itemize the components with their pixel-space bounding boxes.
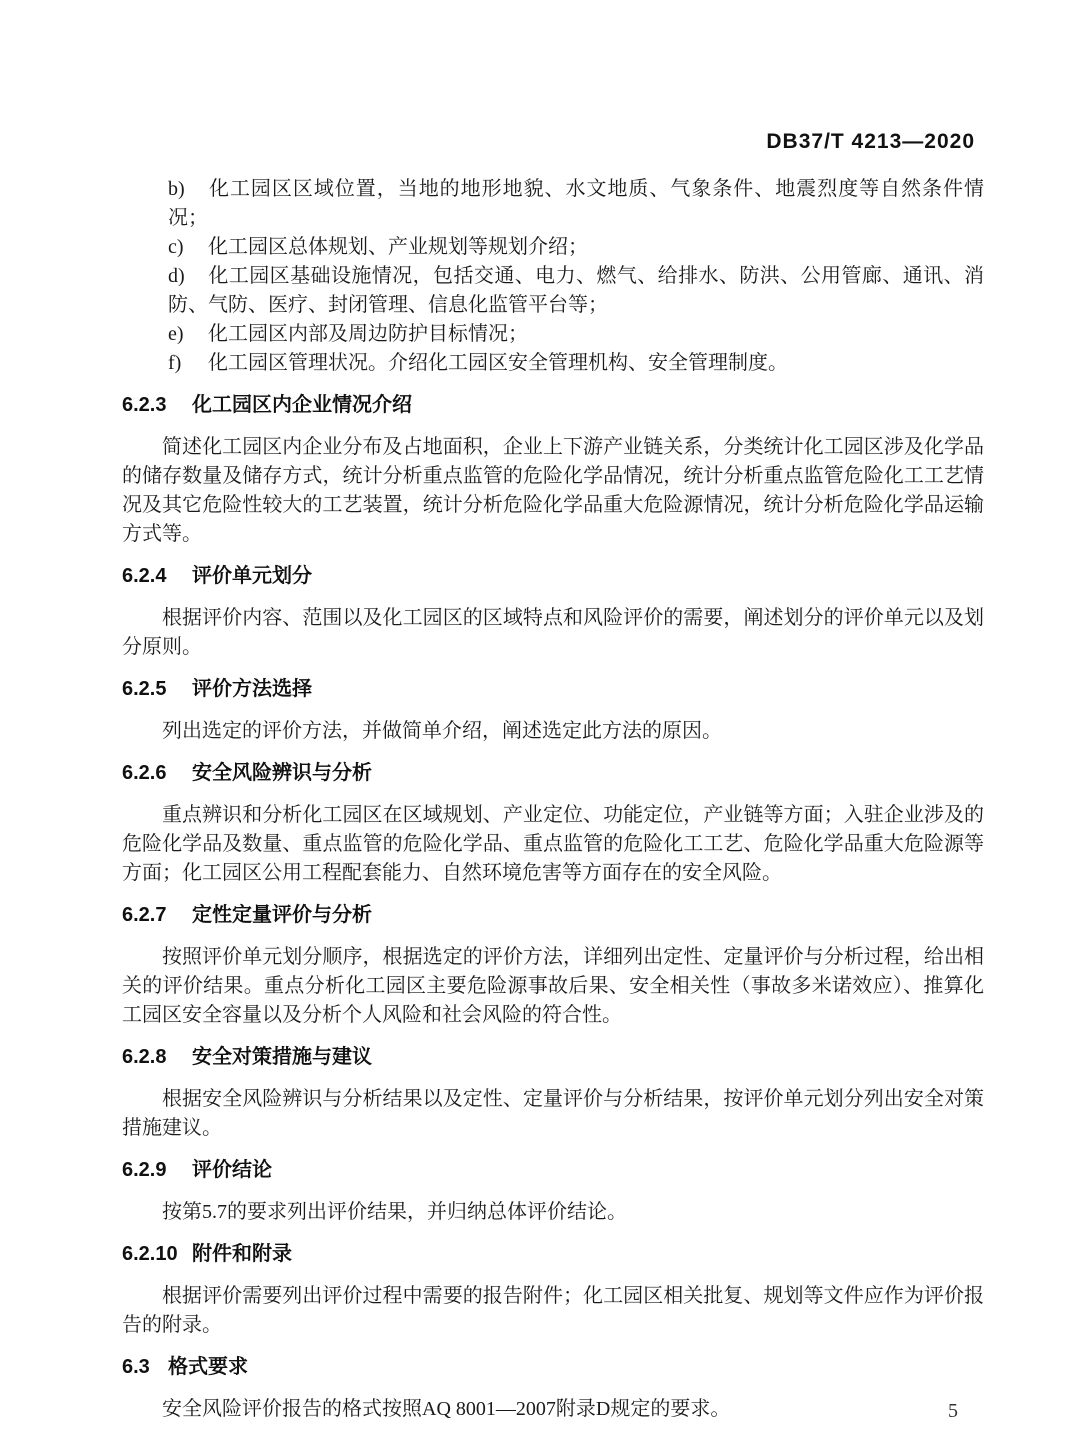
section-heading	[122, 1240, 984, 1269]
section-title: 安全对策措施与建议	[192, 1046, 372, 1068]
section-6-2-6	[122, 759, 984, 888]
section-paragraph: 安全风险评价报告的格式按照AQ 8001—2007附录D规定的要求。	[162, 1398, 731, 1420]
section-title: 化工园区内企业情况介绍	[192, 394, 412, 416]
section-heading	[122, 1156, 984, 1185]
section-6-2-10	[122, 1240, 984, 1340]
section-6-2-8	[122, 1043, 984, 1143]
list-item-label: c)	[168, 236, 184, 258]
section-paragraph: 按第5.7的要求列出评价结果，并归纳总体评价结论。	[162, 1201, 627, 1223]
section-heading	[122, 1043, 984, 1072]
list-item-text: 化工园区基础设施情况，包括交通、电力、燃气、给排水、防洪、公用管廊、通讯、消防、气防、医疗、封闭管理、信息化监管平台等；	[168, 265, 984, 316]
section-number: 6.3	[122, 1356, 150, 1378]
list-item-label: e)	[168, 323, 184, 345]
section-title: 评价方法选择	[192, 678, 312, 700]
document-code-header: DB37/T 4213—2020	[766, 130, 975, 153]
section-heading	[122, 391, 984, 420]
section-6-2-9	[122, 1156, 984, 1227]
section-6-2-7	[122, 901, 984, 1030]
list-item-label: f)	[168, 352, 182, 374]
alpha-list	[122, 175, 984, 378]
list-item	[168, 262, 984, 320]
section-title: 评价单元划分	[192, 565, 312, 587]
section-title: 安全风险辨识与分析	[192, 762, 372, 784]
section-number: 6.2.4	[122, 565, 167, 587]
section-number: 6.2.8	[122, 1046, 167, 1068]
section-number: 6.2.5	[122, 678, 167, 700]
section-paragraph: 重点辨识和分析化工园区在区域规划、产业定位、功能定位，产业链等方面；入驻企业涉及的危险化学品及数量、重点监管的危险化学品、重点监管的危险化工工艺、危险化学品重大危险源等方面；化工园区公用工程配套能力、自然环境危害等方面存在的安全风险。	[122, 804, 984, 884]
list-item-label: d)	[168, 265, 185, 287]
list-item	[168, 175, 984, 233]
list-item	[168, 233, 984, 262]
section-title: 格式要求	[168, 1356, 248, 1378]
section-number: 6.2.7	[122, 904, 167, 926]
section-6-3	[122, 1353, 984, 1424]
list-item-text: 化工园区内部及周边防护目标情况；	[208, 323, 528, 345]
section-number: 6.2.9	[122, 1159, 167, 1181]
list-item-label: b)	[168, 178, 185, 200]
section-6-2-3	[122, 391, 984, 549]
section-paragraph: 列出选定的评价方法，并做简单介绍，阐述选定此方法的原因。	[162, 720, 722, 742]
section-title: 评价结论	[192, 1159, 272, 1181]
page-number: 5	[948, 1400, 958, 1422]
section-6-2-4	[122, 562, 984, 662]
section-paragraph: 根据安全风险辨识与分析结果以及定性、定量评价与分析结果，按评价单元划分列出安全对策措施建议。	[122, 1088, 984, 1139]
section-heading	[122, 1353, 984, 1382]
list-item-text: 化工园区区域位置，当地的地形地貌、水文地质、气象条件、地震烈度等自然条件情况；	[168, 178, 984, 229]
section-heading	[122, 562, 984, 591]
list-item	[168, 320, 984, 349]
section-number: 6.2.10	[122, 1243, 178, 1265]
section-6-2-5	[122, 675, 984, 746]
section-paragraph: 根据评价内容、范围以及化工园区的区域特点和风险评价的需要，阐述划分的评价单元以及划分原则。	[122, 607, 984, 658]
list-item-text: 化工园区总体规划、产业规划等规划介绍；	[208, 236, 588, 258]
section-title: 附件和附录	[192, 1243, 292, 1265]
section-heading	[122, 675, 984, 704]
section-paragraph: 按照评价单元划分顺序，根据选定的评价方法，详细列出定性、定量评价与分析过程，给出相关的评价结果。重点分析化工园区主要危险源事故后果、安全相关性（事故多米诺效应）、推算化工园区安全容量以及分析个人风险和社会风险的符合性。	[122, 946, 984, 1026]
section-heading	[122, 759, 984, 788]
section-title: 定性定量评价与分析	[192, 904, 372, 926]
list-item	[168, 349, 984, 378]
section-paragraph: 简述化工园区内企业分布及占地面积，企业上下游产业链关系，分类统计化工园区涉及化学品的储存数量及储存方式，统计分析重点监管的危险化学品情况，统计分析重点监管危险化工工艺情况及其它危险性较大的工艺装置，统计分析危险化学品重大危险源情况，统计分析危险化学品运输方式等。	[122, 436, 984, 545]
section-number: 6.2.6	[122, 762, 167, 784]
section-paragraph: 根据评价需要列出评价过程中需要的报告附件；化工园区相关批复、规划等文件应作为评价报告的附录。	[122, 1285, 984, 1336]
list-item-text: 化工园区管理状况。介绍化工园区安全管理机构、安全管理制度。	[208, 352, 788, 374]
section-number: 6.2.3	[122, 394, 167, 416]
section-heading	[122, 901, 984, 930]
